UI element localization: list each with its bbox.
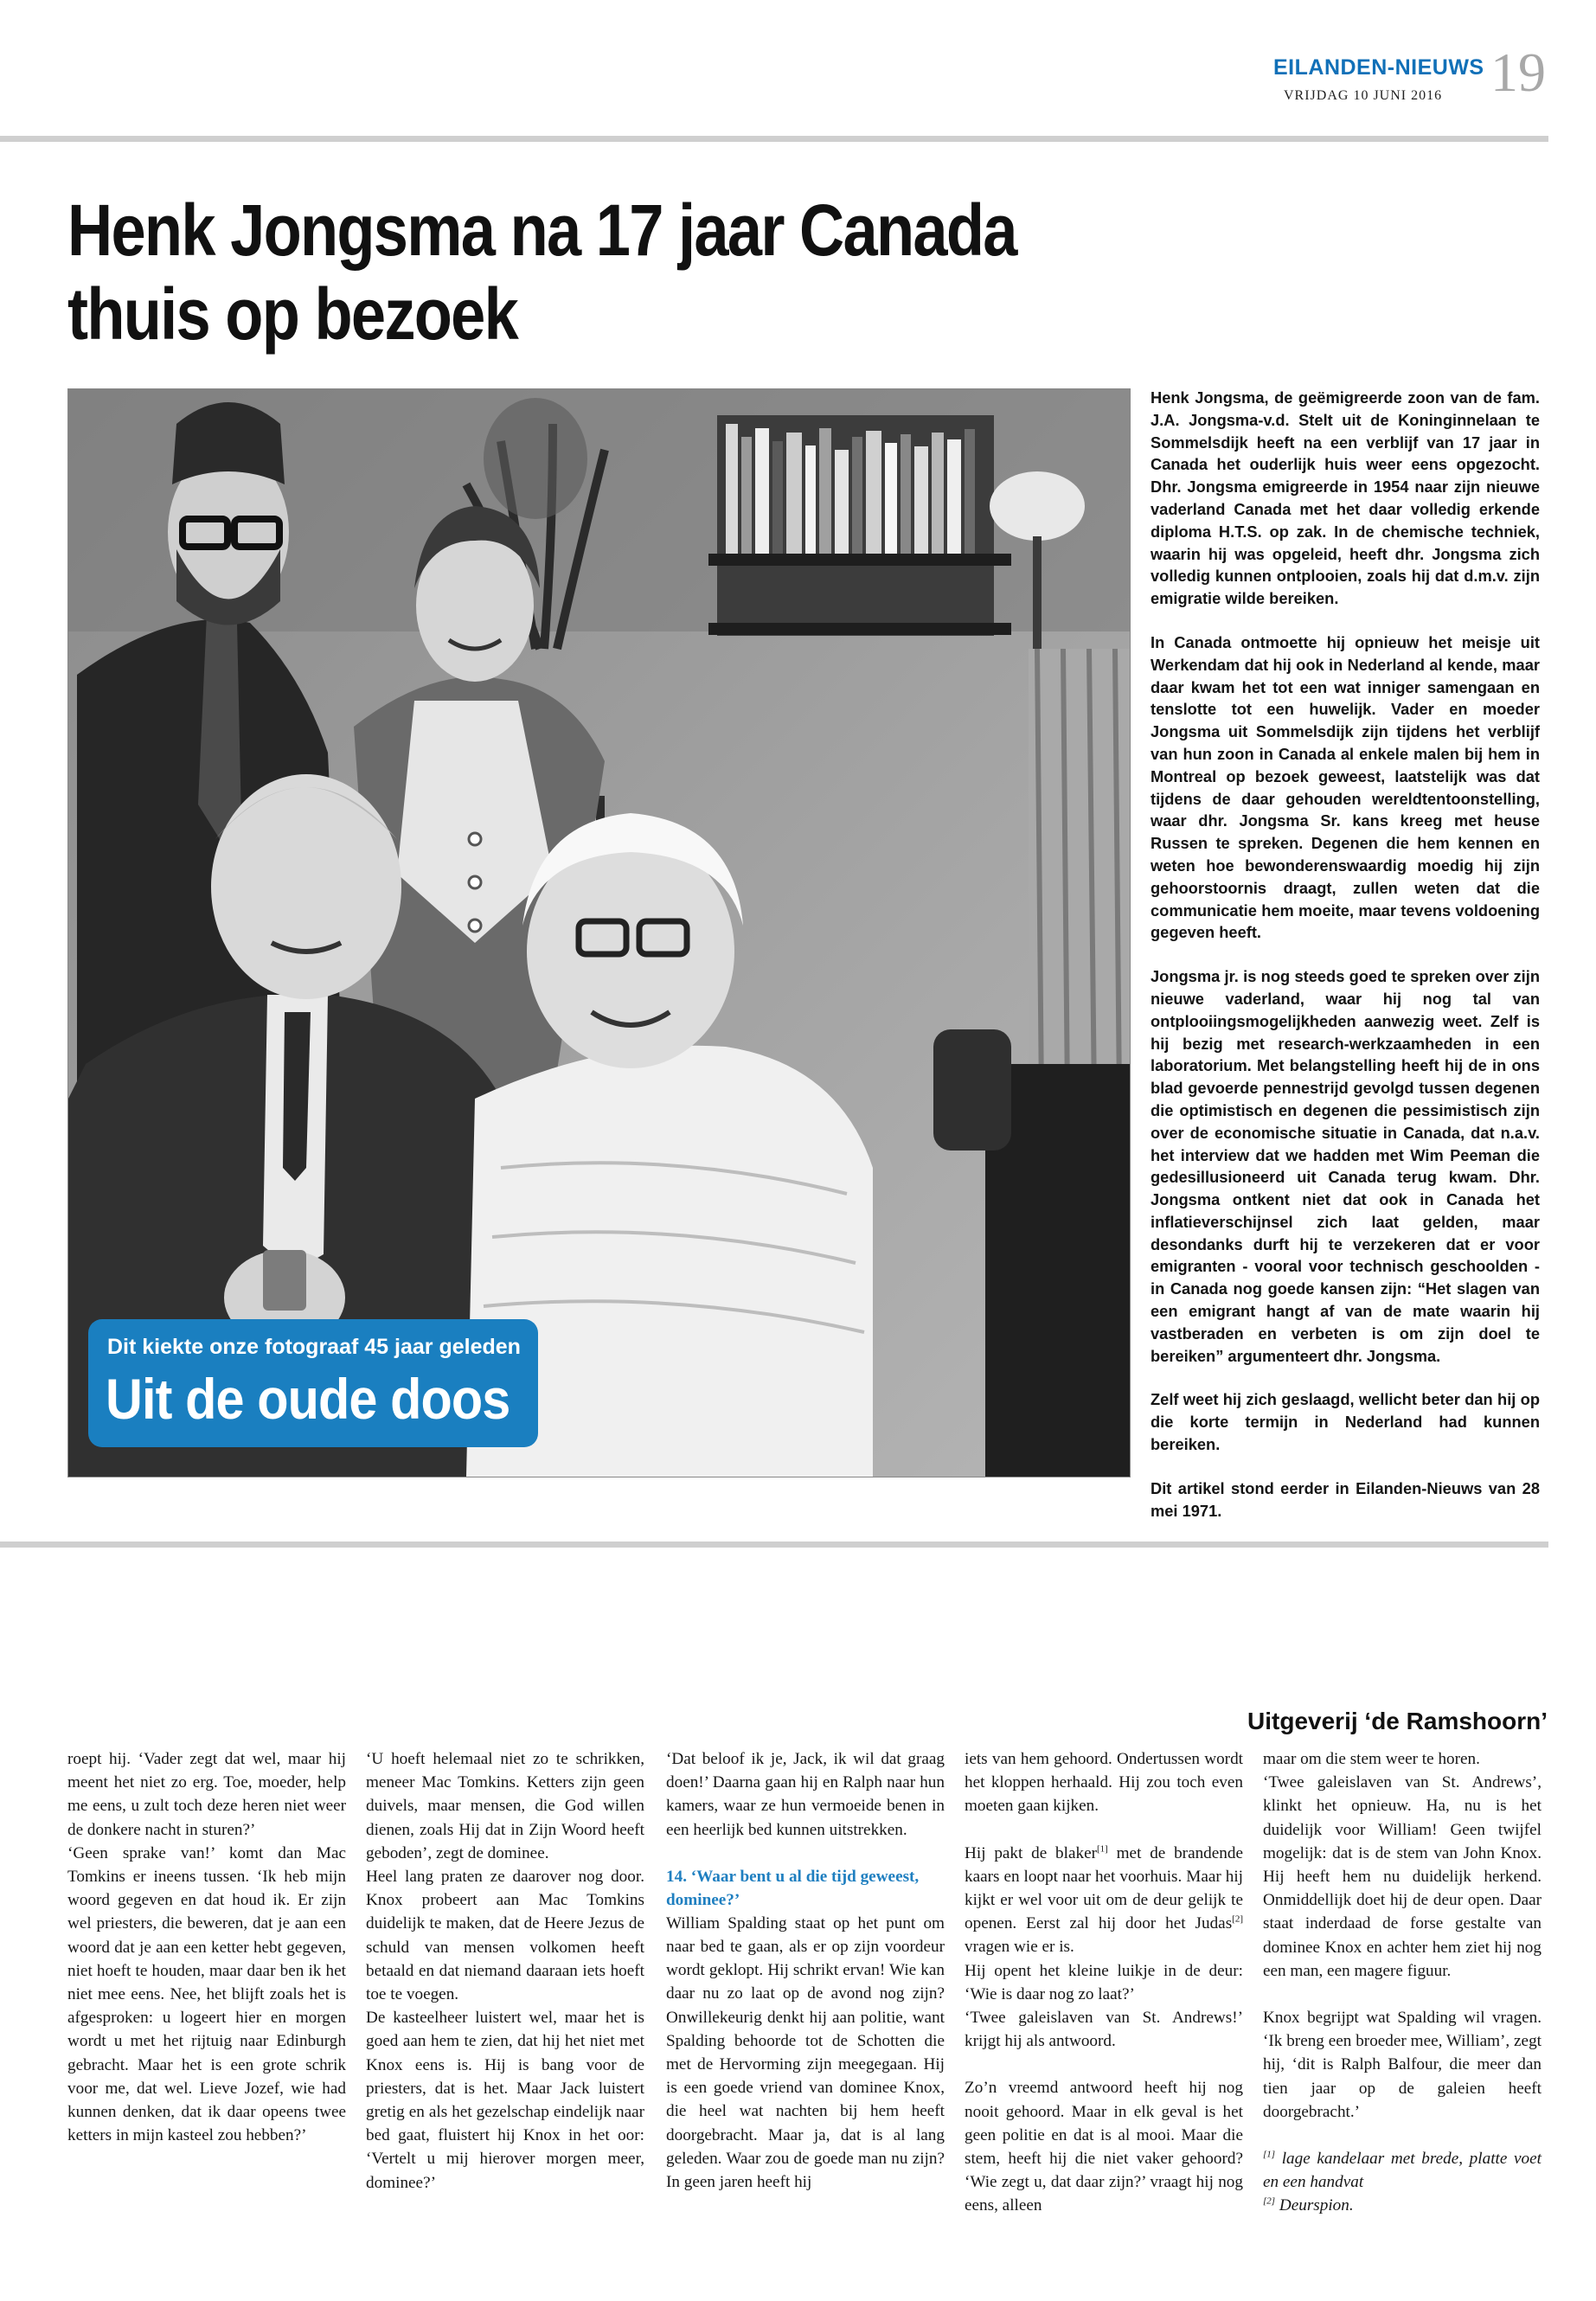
family-portrait-illustration: [68, 389, 1130, 1477]
article-paragraph-5: Dit artikel stond eerder in Eilanden-Nieuws van 28 mei 1971.: [1151, 1478, 1540, 1520]
footnote: [1263, 2194, 1542, 2217]
article-paragraph-3: Jongsma jr. is nog steeds goed te spreken over zijn nieuwe vaderland, waar hij nog tal van ontplooiingsmogelijkheden aanwezig weet. Zelf is hij bezig met research-werkzaamheden in een laboratorium. Met belangstelling heeft hij de in ons blad gevoerde pennestrijd gevolgd tussen degenen die optimistisch en degenen die pessimistisch zijn over de economische situatie in Canada, dat n.a.v. het interview dat we hadden met Wim Peeman die gedesillusioneerd uit Canada terug kwam. Dhr. Jongsma ontkent niet dat ook in Canada het inflatieverschijnsel zich laat gelden, maar desondanks durft hij te verzekeren dat er voor emigranten - vooral voor technisch geschoolden - in Canada nog goede kansen zijn: “Het slagen van een emigrant hangt af van de mate waarin hij vastberaden en verbeten is om zijn doel te bereiken” argumenteert dhr. Jongsma.: [1151, 967, 1540, 1365]
footnote: [1263, 2147, 1542, 2194]
serial-paragraph: ‘Geen sprake van!’ komt dan Mac Tomkins er ineens tussen. ‘Ik heb mijn woord gegeven en dat houd ik. Er zijn wel priesters, die beweren, dat je aan een woord dat je aan een ketter hebt gegeven, niet hoeft te houden, maar daar ben ik het niet mee eens. Nee, het blijft zoals het is afgesproken: u logeert hier en morgen wordt u met het rijtuig naar Edinburgh gebracht. Maar het is een grote schrik voor me, dat wel. Lieve Jozef, wie had kunnen denken, dat ik daar opeens twee ketters in mijn kasteel zou hebben?’: [67, 1843, 346, 2145]
masthead-logo: EILANDEN-NIEUWS: [1273, 55, 1484, 80]
serial-paragraph: maar om die stem weer te horen.: [1263, 1750, 1480, 1768]
badge-kicker: Dit kiekte onze fotograaf 45 jaar geleden: [107, 1335, 521, 1359]
serial-paragraph: ‘U hoeft helemaal niet zo te schrikken, meneer Mac Tomkins. Ketters zijn geen duivels, maar mensen, die God willen dienen, zoals Hij dat in Zijn Woord heeft geboden’, zegt de dominee.: [366, 1750, 644, 1862]
footnote-marker: [1]: [1263, 2149, 1276, 2160]
serial-paragraph: roept hij. ‘Vader zegt dat wel, maar hij meent het niet zo erg. Toe, moeder, help me eens, u zult toch deze heren niet weer de donkere nacht in sturen?’: [67, 1750, 346, 1839]
archive-photo: [67, 388, 1131, 1477]
serial-paragraph: Hij opent het kleine luikje in de deur: ‘Wie is daar nog zo laat?’: [965, 1961, 1243, 2003]
headline-line-2: thuis op bezoek: [67, 273, 518, 355]
serial-paragraph: William Spalding staat op het punt om naar bed te gaan, als er op zijn voordeur wordt geklopt. Hij schrikt ervan! Wie kan daar nu zo laat op de avond nog zijn? Onwillekeurig denkt hij aan politie, want Spalding behoorde tot de Schotten die met de Hervorming zijn meegegaan. Hij is een goede vriend van dominee Knox, die heel wat nachten bij hem heeft doorgebracht. Maar ja, dat is al lang geleden. Waar zou de goede man nu zijn? In geen jaren heeft hij: [666, 1913, 945, 2192]
footnote-text: lage kandelaar met brede, platte voet en een handvat: [1263, 2150, 1542, 2192]
serial-paragraph: ‘Twee galeislaven van St. Andrews’, klinkt het opnieuw. Ha, nu is het duidelijk voor William! Geen twijfel mogelijk: dat is de stem van John Knox. Hij heeft hem nu duidelijk herkend. Onmiddellijk doet hij de deur open. Daar staat inderdaad de forse gestalte van dominee Knox en achter hem ziet hij nog een man, een magere figuur.: [1263, 1773, 1542, 1980]
serial-column-1: [67, 1747, 346, 2147]
serial-paragraph: ‘Twee galeislaven van St. Andrews!’ krijgt hij als antwoord.: [965, 2009, 1243, 2051]
bookshelf: [708, 415, 1011, 636]
serial-column-4: [965, 1747, 1243, 2218]
serial-paragraph: Heel lang praten ze daarover nog door. Knox probeert aan Mac Tomkins duidelijk te maken, dat de Heere Jezus de schuld van mensen volkomen heeft betaald en dat niemand daaraan iets hoeft toe te voegen.: [366, 1868, 644, 2004]
rubric-badge: [88, 1319, 538, 1447]
serial-paragraph: [965, 1842, 1243, 1959]
serial-paragraph: iets van hem gehoord. Ondertussen wordt het kloppen herhaald. Hij zou toch even moeten gaan kijken.: [965, 1750, 1243, 1816]
serial-column-2: [366, 1747, 644, 2195]
top-rule: [0, 136, 1548, 142]
headline-line-1: Henk Jongsma na 17 jaar Canada: [67, 189, 1016, 271]
article-text: [1151, 387, 1540, 1543]
masthead-date: VRIJDAG 10 JUNI 2016: [1284, 88, 1443, 103]
serial-column-5: [1263, 1747, 1542, 2218]
serial-paragraph: Zo’n vreemd antwoord heeft hij nog nooit gehoord. Maar in elk geval is het geen politie en dat is al mooi. Maar die stem, heeft hij die niet vaker gehoord? ‘Wie zegt u, dat daar zijn?’ vraagt hij nog eens, alleen: [965, 2079, 1243, 2215]
publisher-label: Uitgeverij ‘de Ramshoorn’: [1247, 1708, 1548, 1734]
serial-paragraph: Knox begrijpt wat Spalding wil vragen. ‘Ik breng een broeder mee, William’, zegt hij, ‘dit is Ralph Balfour, die meer dan tien jaar op de galeien heeft doorgebracht.’: [1263, 2009, 1542, 2121]
footnote-text: Deurspion.: [1275, 2196, 1354, 2215]
footnote-ref: [1]: [1097, 1843, 1108, 1855]
article-paragraph-2: In Canada ontmoette hij opnieuw het meisje uit Werkendam dat hij ook in Nederland al kende, maar daar kwam het tot een wat inniger samengaan en tenslotte tot een huwelijk. Vader en moeder Jongsma uit Sommelsdijk zijn tijdens het verblijf van hun zoon in Canada al enkele malen bij hem in Montreal op bezoek geweest, laatstelijk was dat tijdens de daar gehouden wereldtentoonstelling, waar dhr. Jongsma Sr. kans kreeg met heuse Russen te spreken. Degenen die hem kennen en weten hoe bewonderenswaardig moedig hij zijn gehoorstoornis draagt, zullen weten dat die communicatie hem moeite, maar tevens voldoening gegeven heeft.: [1151, 632, 1540, 942]
article-paragraph-4: Zelf weet hij zich geslaagd, wellicht beter dan hij op die korte termijn in Nederland had kunnen bereiken.: [1151, 1390, 1540, 1454]
text-run: vragen wie er is.: [965, 1938, 1074, 1957]
page-number: 19: [1490, 42, 1546, 103]
chapter-heading: 14. ‘Waar bent u al die tijd geweest, dominee?’: [666, 1867, 920, 1909]
text-run: met de brandende kaars en loopt naar het voorhuis. Maar hij kijkt er wel voor uit om de deur gelijk te openen. Eerst zal hij door het Judas: [965, 1843, 1244, 1933]
curtain: [1029, 649, 1130, 1099]
serial-paragraph: De kasteelheer luistert wel, maar het is goed aan hem te zien, dat hij het niet met Knox eens is. Hij is bang voor de priesters, dat is het. Maar Jack luistert gretig en als het gezelschap eindelijk naar bed gaat, fluistert hij Knox in het oor: ‘Vertelt u mij hierover morgen meer, dominee?’: [366, 2009, 644, 2192]
headline: [67, 189, 1035, 356]
badge-title: Uit de oude doos: [106, 1367, 510, 1431]
mid-rule: [0, 1541, 1548, 1548]
footnote-ref: [2]: [1232, 1913, 1243, 1925]
serial-paragraph: ‘Dat beloof ik je, Jack, ik wil dat graag doen!’ Daarna gaan hij en Ralph naar hun kamers, waar ze hun vermoeide benen in een heerlijk bed kunnen uitstrekken.: [666, 1750, 945, 1839]
article-paragraph-1: Henk Jongsma, de geëmigreerde zoon van de fam. J.A. Jongsma-v.d. Stelt uit de Koninginnelaan te Sommelsdijk heeft na een verblijf van 17 jaar in Canada het ouderlijk huis weer eens opgezocht. Dhr. Jongsma emigreerde in 1954 naar zijn nieuwe vaderland Canada met het daar volledig erkende diploma H.T.S. op zak. In de chemische techniek, waarin hij was opgeleid, heeft dhr. Jongsma zich volledig kunnen ontplooien, zoals hij dat d.m.v. zijn emigratie wilde bereiken.: [1151, 388, 1540, 608]
text-run: Hij pakt de blaker: [965, 1843, 1097, 1862]
footnote-marker: [2]: [1263, 2196, 1276, 2208]
serial-column-3: [666, 1747, 945, 2194]
